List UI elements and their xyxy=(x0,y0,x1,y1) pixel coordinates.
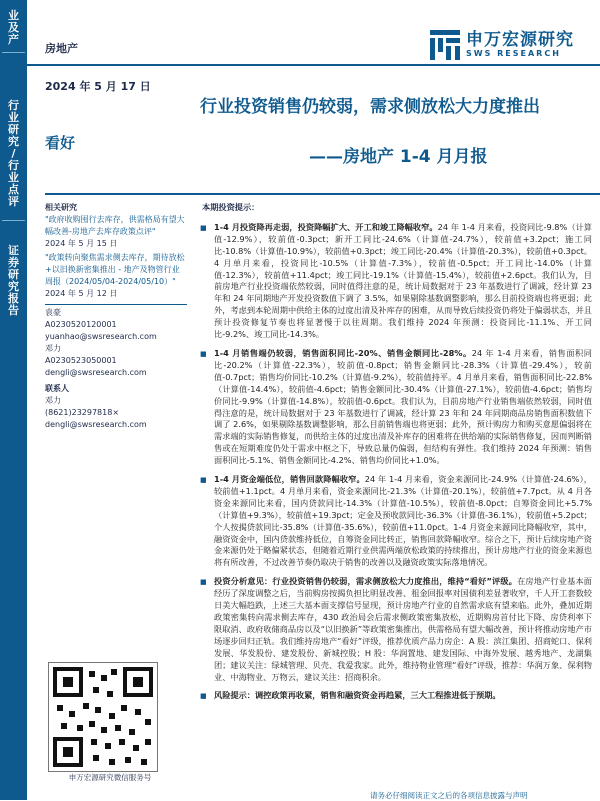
sidebar-char: / xyxy=(11,147,16,160)
sidebar-label-industry xyxy=(0,10,27,46)
bullet-icon: ■ xyxy=(200,349,207,358)
bullet-body: 24 年 1-4 月来看，资金来源同比-24.9%（计算值-24.6%），较前值+1.1pct。4 月单月来看，资金来源同比-21.3%（计算值-20.1%），较前值+7.7pct。从 4 月各资金来源同比来看，国内贷款同比-14.3%（计算值-10.5%），较前值-8.0pct；自筹资金同比+5.7%（计算值+9.3%），较前值+19.3pct；定金及预收款同比-36.3%（计算值-36.1%），较前值+5.2pct；个人按揭贷款同比-35.8%（计算值-35.6%），较前值+11.0pct。1-4 月资金来源同比降幅收窄，其中，融资资金中，国内贷款维持低位，自筹资金同比转正，销售回款降幅收窄。综合之下，预计后续房地产资金来源仍处于略偏紧状态，但随着近期行业供需两端放松政策的持续推出，预计房地产行业的资金来源也将有所改善，不过改善节奏仍取决于销售的改善以及融资政策实际落地情况。 xyxy=(214,474,592,568)
sidebar-label-report-type xyxy=(0,100,27,208)
left-sidebar xyxy=(0,0,27,800)
sidebar-char: 究 xyxy=(8,280,19,293)
bullet-body: 24 年 1-4 月来看，销售面积同比-20.2%（计算值-22.3%），较前值-0.8pct；销售金额同比-28.3%（计算值-29.4%），较前值-0.7pct；销售均价同比-10.2%（计算值-9.2%），较前值持平。4 月单月来看，销售面积同比-22.8%（计算值-14.4%），较前值-4.6pct；销售金额同比-30.4%（计算值-27.1%），较前值-4.6pct；销售均价同比-9.9%（计算值-14.8%），较前值-0.6pct。我们认为，目前房地产行业销售端依然较弱，同时值得注意的是，统计局数据对于 23 年基数进行了调减，经计算 23 年和 24 年同期商品房销售面积数值下调了 2.6%，如果剔除基数调整影响，那么目前销售端也将更弱；此外，预计购房力和购买意愿偏弱将在需求端的实际销售修复，而供给主体的过度出清及补库存的困难将在供给端的实际销售修复，因而判断销售或在短期难度仍处于需求中枢之下，导致总量仍偏弱，但结构有弹性。我们维持 2024 年预测：销售面积同比-5.1%、销售金额同比-4.2%、销售均价同比+1.0%。 xyxy=(214,347,592,466)
industry-rating: 看好 xyxy=(45,134,76,152)
title-divider xyxy=(45,193,600,195)
bullet-text xyxy=(214,474,592,569)
contact-phone: (8621)23297818× xyxy=(45,408,120,417)
sidebar-char: 告 xyxy=(8,304,19,317)
sidebar-separator xyxy=(2,220,25,221)
bullet-icon: ■ xyxy=(200,692,207,701)
related-research-date: 2024 年 5 月 12 日 xyxy=(45,289,118,298)
bullet-lead: 1-4 月销售端仍较弱，销售面积同比-20%、销售金额同比-28%。 xyxy=(214,347,472,358)
bullet-text xyxy=(214,222,592,341)
sidebar-char: 点 xyxy=(8,183,19,196)
industry-category: 房地产 xyxy=(45,42,78,55)
related-research-heading: 相关研究 xyxy=(45,203,77,212)
sws-logo-icon xyxy=(430,30,460,60)
sidebar-char: 究 xyxy=(8,135,19,148)
summary-bullet xyxy=(200,474,592,569)
header-divider xyxy=(27,64,600,66)
bullet-icon: ■ xyxy=(200,223,207,232)
contact-email[interactable]: dengli@swsresearch.com xyxy=(45,420,147,429)
related-research-title[interactable]: "政策转向聚焦需求侧去库存，期待放松+以旧换新密集推出 - 地产及物管行业周报（2024/05/04-2024/05/10）" xyxy=(45,253,185,286)
summary-bullet xyxy=(200,690,592,702)
logo-text-cn: 申万宏源研究 xyxy=(466,30,574,50)
sidebar-char: 产 xyxy=(8,33,19,46)
summary-heading: 本期投资提示： xyxy=(202,202,260,212)
report-subtitle: ——房地产 1-4 月月报 xyxy=(309,147,488,167)
bullet-text xyxy=(214,690,592,702)
bullet-icon: ■ xyxy=(200,476,207,485)
report-title: 行业投资销售仍较弱，需求侧放松大力度推出 xyxy=(200,97,540,117)
sidebar-char: 券 xyxy=(8,256,19,269)
sidebar-separator xyxy=(2,52,25,53)
summary-bullet xyxy=(200,348,592,467)
bullet-text xyxy=(214,348,592,467)
bullet-icon: ■ xyxy=(200,578,207,587)
sidebar-char: 评 xyxy=(8,195,19,208)
summary-bullet xyxy=(200,222,592,341)
left-info-column xyxy=(45,202,187,431)
analyst-id: A0230523050001 xyxy=(45,356,117,365)
sidebar-char: 及 xyxy=(8,21,19,34)
bullet-lead: 投资分析意见：行业投资销售仍较弱，需求侧放松大力度推出，维持“看好”评级。 xyxy=(214,576,518,587)
related-research-date: 2024 年 5 月 15 日 xyxy=(45,239,118,248)
sidebar-char: 研 xyxy=(8,123,19,136)
left-divider xyxy=(45,304,187,305)
sidebar-label-securities-report xyxy=(0,245,27,317)
analyst-name: 袁豪 xyxy=(45,308,61,317)
sidebar-char: 证 xyxy=(8,244,19,257)
sidebar-char: 行 xyxy=(8,159,19,172)
bullet-body: 24 年 1-4 月来看，投资同比-9.8%（计算值-12.9%），较前值-0.3pct；新开工同比-24.6%（计算值-24.7%），较前值+3.2pct；施工同比-10.8%（计算值-10.9%），较前值+0.3pct；竣工同比-20.4%（计算值-20.3%），较前值+0.3pct。4 月单月来看，投资同比-10.5%（计算值-7.3%），较前值-0.5pct；开工同比-14.0%（计算值-12.3%），较前值+11.4pct；竣工同比-19.1%（计算值-15.4%），较前值+2.6pct。我们认为，目前房地产行业投资端依然较弱，同时值得注意的是，统计局数据对于 23 年基数进行了调减，经计算 23 年和 24 年同期地产开发投资数值下调了 3.5%，如果剔除基数调整影响，那么目前投资端也将更弱；此外，考虑到本轮周期中供给主体的过度出清及补库存的困难，从而导致后续投资仍将处于偏弱状态，并且预计投资修复节奏也将显著慢于以往周期。我们维持 2024 年预测：投资同比-11.1%、开工同比-9.2%、竣工同比-14.3%。 xyxy=(214,221,592,340)
analyst-id: A0230520120001 xyxy=(45,320,117,329)
sws-logo xyxy=(430,30,574,60)
sidebar-char: 报 xyxy=(8,292,19,305)
contact-name: 邓力 xyxy=(45,396,61,405)
qr-caption: 申万宏源研究微信服务号 xyxy=(68,773,152,782)
contact-heading: 联系人 xyxy=(45,384,69,393)
sidebar-char: 业 xyxy=(8,9,19,22)
bullet-text xyxy=(214,576,592,683)
disclaimer-note: 请务必仔细阅读正文之后的各项信息披露与声明 xyxy=(370,791,528,800)
sidebar-char: 行 xyxy=(8,99,19,112)
summary-bullet xyxy=(200,576,592,683)
analyst-email[interactable]: dengli@swsresearch.com xyxy=(45,368,147,377)
bullet-body: 在房地产行业基本面经历了深度调整之后，当前购房按揭负担比明显改善、租金回报率对国债利差显著收窄，千人开工套数较日美大幅趋跌，上述三大基本面支撑信号显现，预计房地产行业的自然需求底有望来临。此外，叠加近期政策密集转向需求侧去库存，430 政治局会后需求侧政策密集放松，近期购房首付比下降、房贷利率下限取消、政府收储商品房以及“以旧换新”等政策密集推出，供需格局有望大幅改善，预计将推动房地产市场逐步回归正轨。我们维持房地产“看好”评级，推荐优质产品力房企：A 股：滨江集团、招商蛇口、保利发展、华发股份、建发股份、新城控股；H 股：华润置地、建发国际、中海外发展、越秀地产、龙湖集团；建议关注：绿城管理、贝壳、我爱我家。此外，维持物业管理“看好”评级，推荐：华润万象、保利物业、中海物业、万物云，建议关注：招商积余。 xyxy=(214,576,592,682)
sidebar-char: 业 xyxy=(8,111,19,124)
qr-code xyxy=(48,662,158,772)
bullet-lead: 1-4 月投资降再走弱，投资降幅扩大、开工和竣工降幅收窄。 xyxy=(214,221,438,232)
bullet-lead: 1-4 月资金端低位，销售回款降幅收窄。 xyxy=(214,474,365,485)
bullet-lead: 风险提示：调控政策再收紧，销售和融资资金再趋紧，三大工程推进低于预期。 xyxy=(214,690,501,701)
analyst-name: 邓力 xyxy=(45,344,61,353)
sidebar-char: 业 xyxy=(8,171,19,184)
investment-summary xyxy=(200,202,592,709)
sidebar-char: 研 xyxy=(8,268,19,281)
report-date: 2024 年 5 月 17 日 xyxy=(45,80,151,93)
logo-text-en: SWS RESEARCH xyxy=(466,49,561,58)
analyst-email[interactable]: yuanhao@swsresearch.com xyxy=(45,332,157,341)
related-research-title[interactable]: "政府收购囤行去库存，供需格局有望大幅改善-房地产去库存政策点评" xyxy=(45,215,185,236)
